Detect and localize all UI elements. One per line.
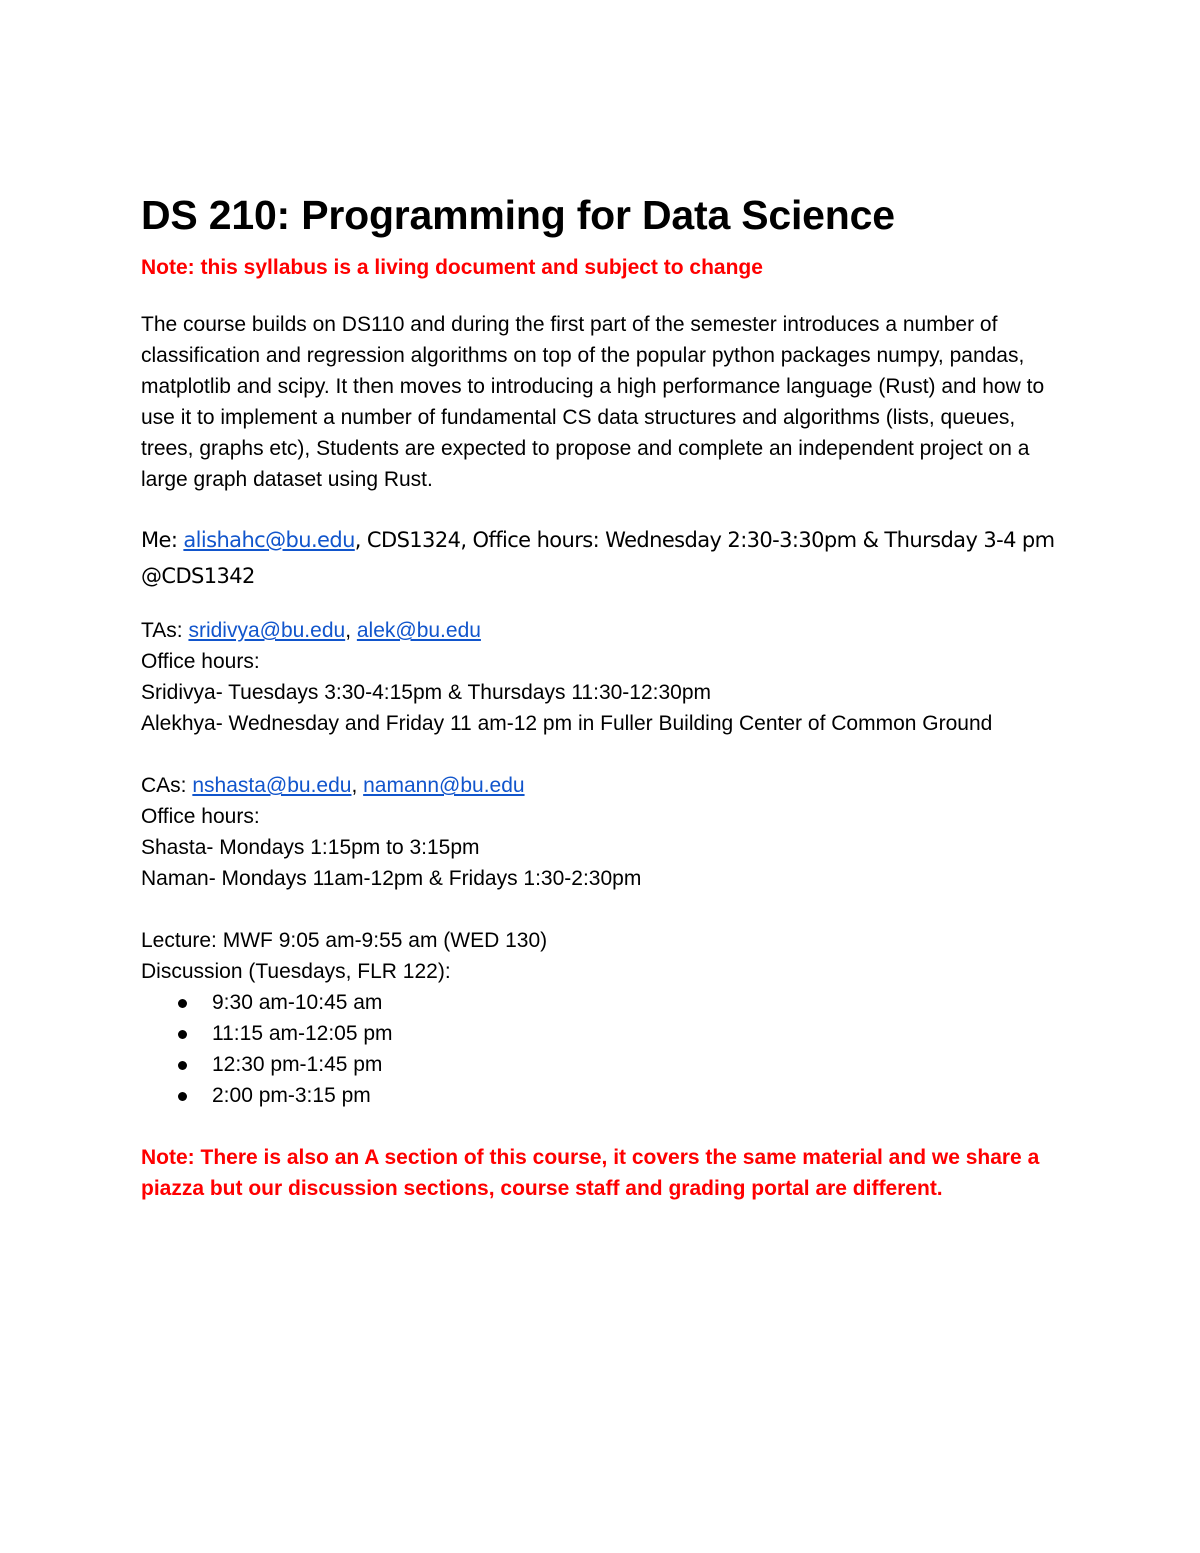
schedule-section <box>141 925 1061 1111</box>
ca-email-link-2[interactable]: namann@bu.edu <box>363 774 525 797</box>
bullet-icon <box>178 1030 187 1039</box>
bullet-icon <box>178 1092 187 1101</box>
course-description: The course builds on DS110 and during the first part of the semester introduces a number of classification and regression algorithms on top of the popular python packages numpy, pandas, matplotlib and scipy. It then moves to introducing a high performance language (Rust) and how to use it to implement a number of fundamental CS data structures and algorithms (lists, queues, trees, graphs etc), Students are expected to propose and complete an independent project on a large graph dataset using Rust. <box>141 313 1045 491</box>
document-title: DS 210: Programming for Data Science <box>141 192 895 238</box>
ca-email-link-1[interactable]: nshasta@bu.edu <box>192 774 352 797</box>
discussion-time: 9:30 am-10:45 am <box>212 991 383 1014</box>
instructor-details: , CDS1324, Office hours: Wednesday 2:30-3:30pm & Thursday 3-4 pm @CDS1342 <box>141 528 1055 588</box>
ca-contacts <box>141 770 1061 801</box>
list-item <box>141 1018 1061 1049</box>
a-section-note: Note: There is also an A section of this course, it covers the same material and we share a piazza but our discussion sections, course staff and grading portal are different. <box>141 1146 1040 1200</box>
instructor-info <box>141 522 1061 594</box>
ca-section <box>141 770 1061 894</box>
ta-office-hours-label: Office hours: <box>141 650 260 673</box>
ta-email-link-1[interactable]: sridivya@bu.edu <box>188 619 346 642</box>
ta-email-link-2[interactable]: alek@bu.edu <box>356 619 481 642</box>
bullet-icon <box>178 999 187 1008</box>
discussion-time: 2:00 pm-3:15 pm <box>212 1084 371 1107</box>
document-page <box>141 188 1061 1204</box>
discussion-time: 12:30 pm-1:45 pm <box>212 1053 383 1076</box>
ca-separator: , <box>351 774 364 797</box>
ta-separator: , <box>345 619 357 642</box>
discussion-label: Discussion (Tuesdays, FLR 122): <box>141 960 451 983</box>
bullet-icon <box>178 1061 187 1070</box>
ca-office-hours-1: Shasta- Mondays 1:15pm to 3:15pm <box>141 836 480 859</box>
discussion-sections-list <box>141 987 1061 1111</box>
instructor-email-link[interactable]: alishahc@bu.edu <box>183 528 355 552</box>
instructor-prefix: Me: <box>141 528 184 552</box>
ca-office-hours-label: Office hours: <box>141 805 260 828</box>
living-document-note: Note: this syllabus is a living document and subject to change <box>141 256 763 279</box>
ta-label: TAs: <box>141 619 189 642</box>
ta-office-hours-1: Sridivya- Tuesdays 3:30-4:15pm & Thursdays 11:30-12:30pm <box>141 681 712 704</box>
list-item <box>141 1049 1061 1080</box>
lecture-info: Lecture: MWF 9:05 am-9:55 am (WED 130) <box>141 929 548 952</box>
list-item <box>141 1080 1061 1111</box>
ta-contacts <box>141 615 1061 646</box>
ca-office-hours-2: Naman- Mondays 11am-12pm & Fridays 1:30-2:30pm <box>141 867 642 890</box>
list-item <box>141 987 1061 1018</box>
discussion-time: 11:15 am-12:05 pm <box>212 1022 393 1045</box>
ca-label: CAs: <box>141 774 193 797</box>
ta-office-hours-2: Alekhya- Wednesday and Friday 11 am-12 pm in Fuller Building Center of Common Ground <box>141 712 993 735</box>
ta-section <box>141 615 1061 739</box>
